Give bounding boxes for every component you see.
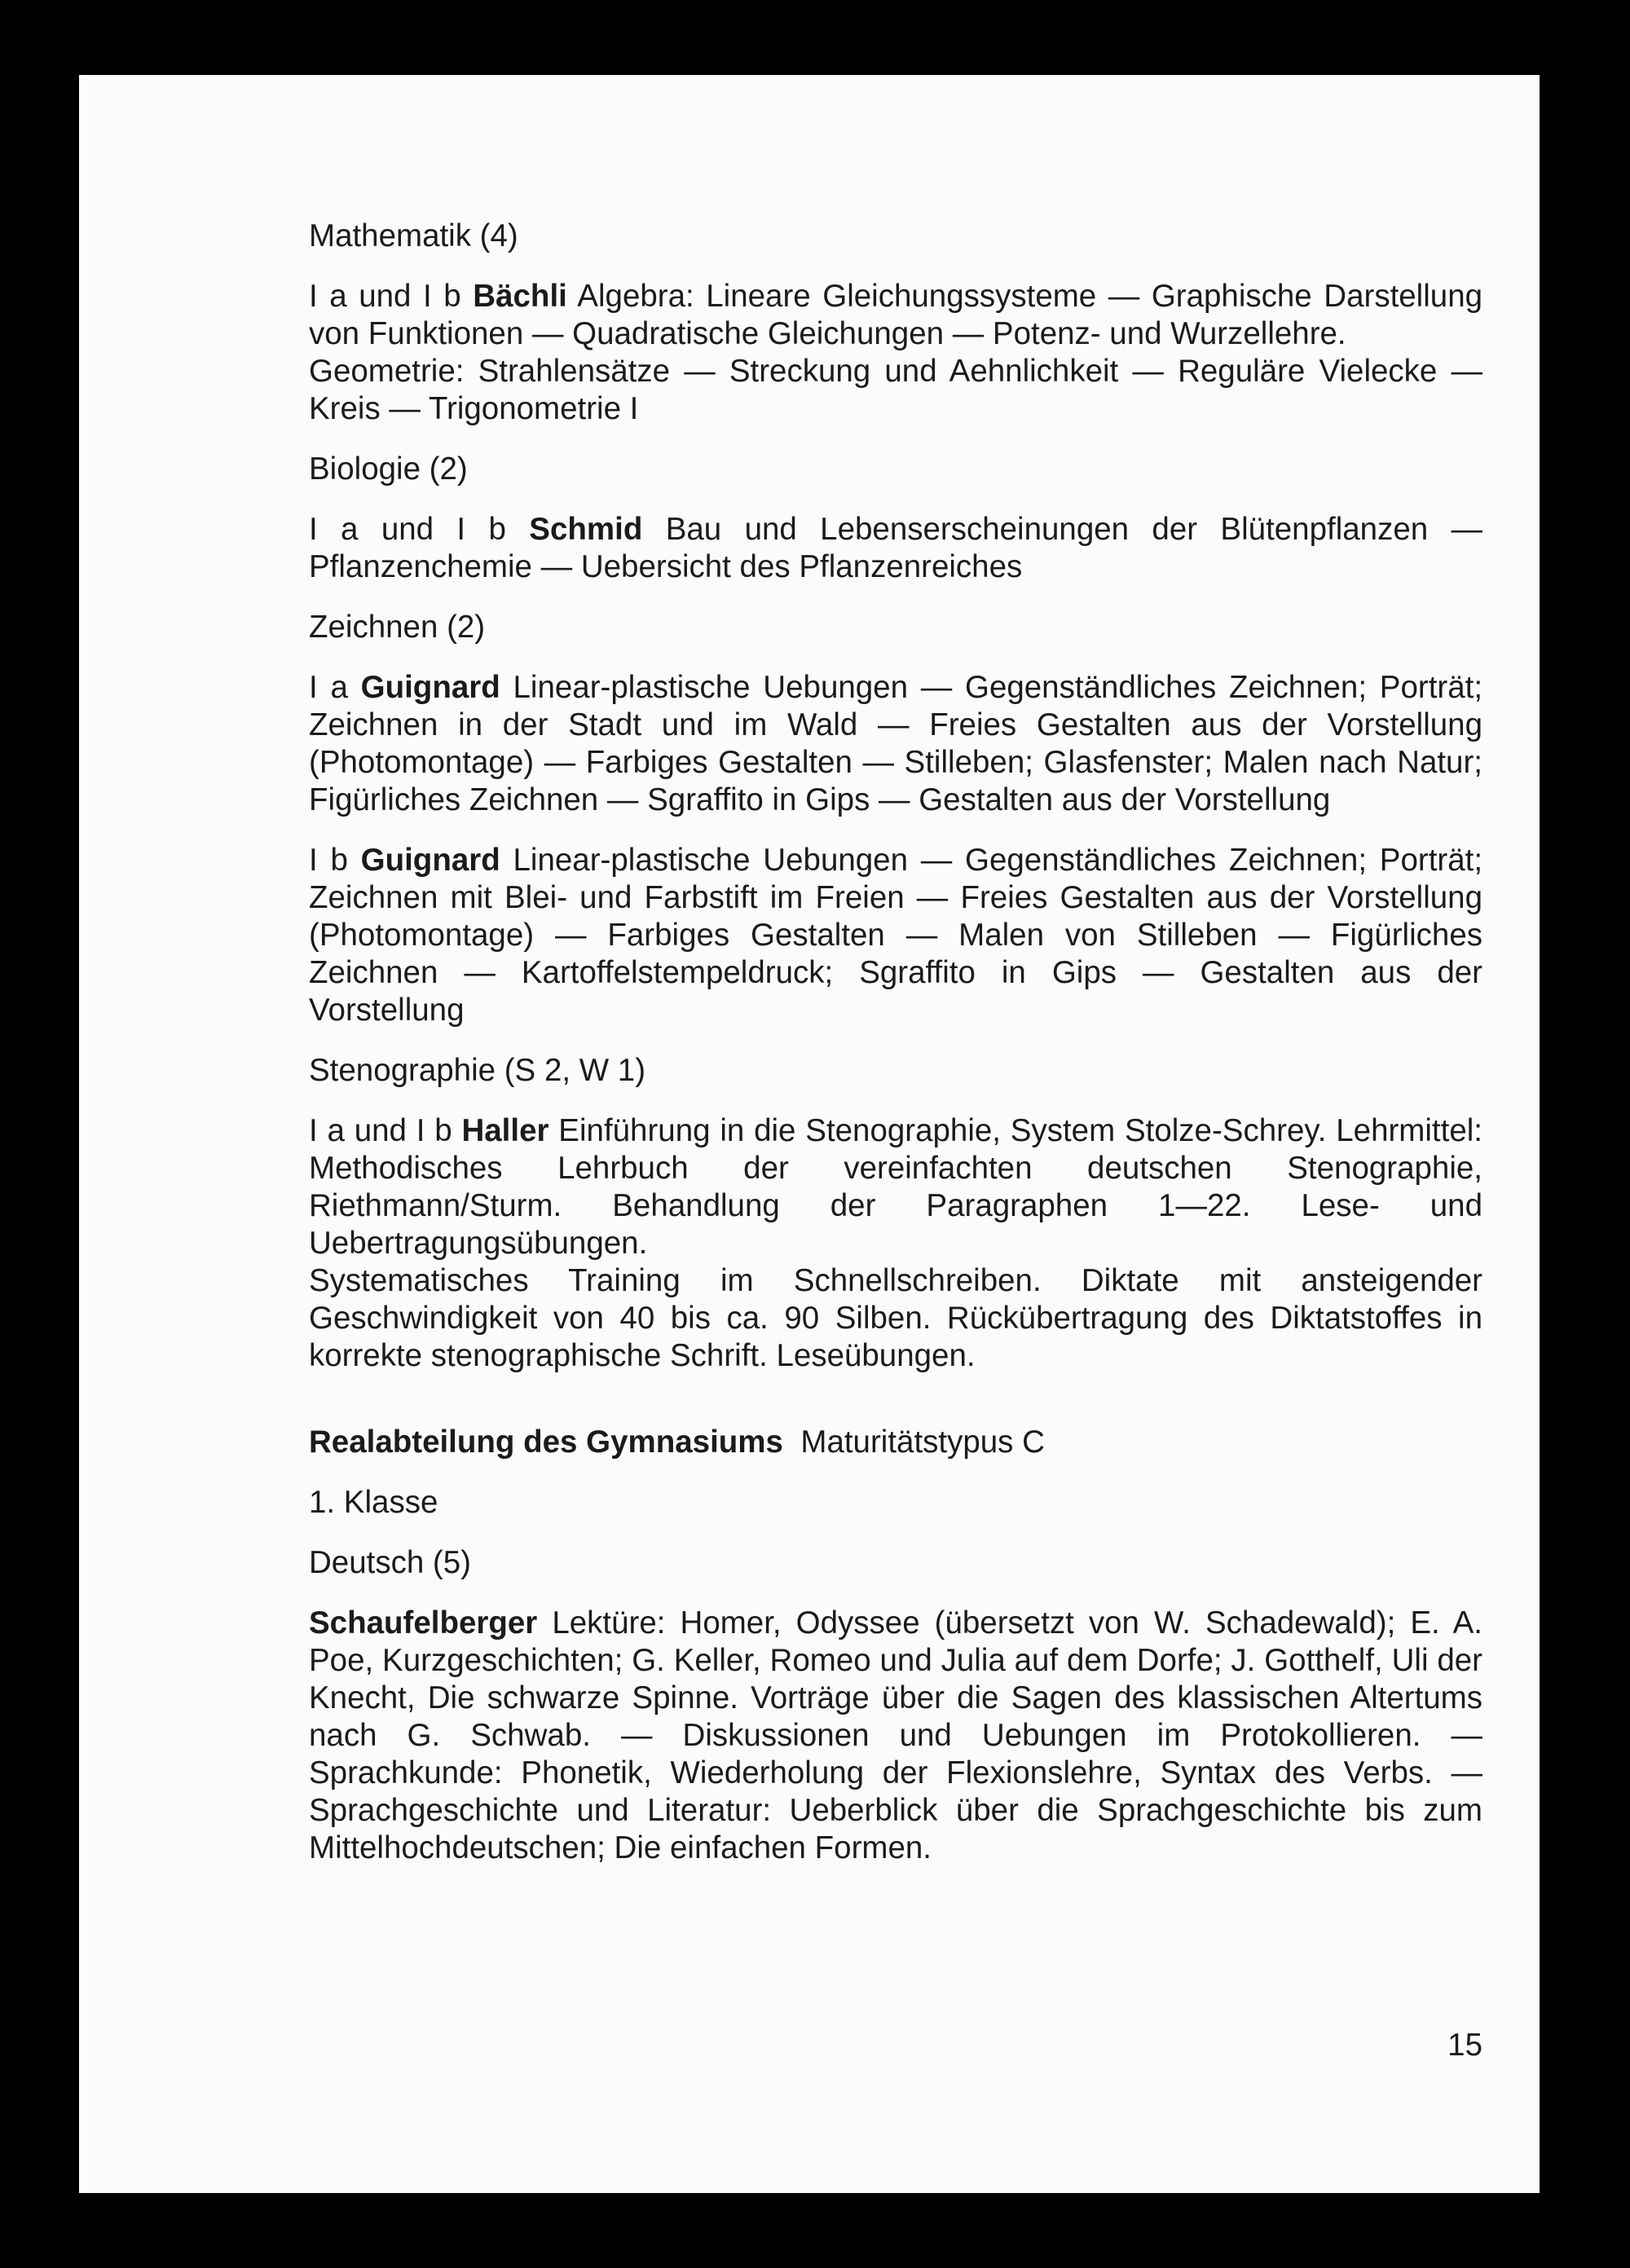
paragraph-text: Linear-plastische Uebungen — Gegenständliches Zeichnen; Porträt; Zeichnen in der Stadt und im Wald — Freies Gestalten aus der Vorstellung (Photomontage) — Farbiges Gestalten — Stilleben; Glasfenster; Malen nach Natur; Figürliches Zeichnen — Sgraffito in Gips — Gestalten aus der Vorstellung (309, 670, 1483, 817)
teacher-name: Haller (461, 1113, 549, 1148)
document-page (79, 75, 1540, 2193)
teacher-name: Guignard (360, 843, 500, 878)
page-number: 15 (1447, 2028, 1482, 2063)
teacher-name: Bächli (473, 279, 567, 314)
paragraph-biologie (309, 511, 1482, 586)
heading-stenographie: Stenographie (S 2, W 1) (309, 1053, 646, 1088)
page-content (309, 218, 1482, 1867)
heading-biologie: Biologie (2) (309, 451, 468, 487)
paragraph-stenographie-training: Systematisches Training im Schnellschreiben. Diktate mit ansteigender Geschwindigkeit von 40 bis ca. 90 Silben. Rückübertragung des Diktatstoffes in korrekte stenographische Schrift. Leseübungen. (309, 1263, 1482, 1373)
teacher-name: Guignard (360, 670, 500, 705)
class-label: I a (309, 670, 348, 705)
paragraph-text: Lektüre: Homer, Odyssee (übersetzt von W. Schadewald); E. A. Poe, Kurzgeschichten; G. Keller, Romeo und Julia auf dem Dorfe; J. Gotthelf, Uli der Knecht, Die schwarze Spinne. Vorträge über die Sagen des klassischen Altertums nach G. Schwab. — Diskussionen und Uebungen im Protokollieren. — Sprachkunde: Phonetik, Wiederholung der Flexionslehre, Syntax des Verbs. — Sprachgeschichte und Literatur: Ueberblick über die Sprachgeschichte bis zum Mittelhochdeutschen; Die einfachen Formen. (309, 1605, 1482, 1865)
heading-klasse: 1. Klasse (309, 1485, 438, 1520)
heading-realabteilung (309, 1424, 1482, 1461)
class-label: I a und I b (309, 512, 506, 547)
heading-deutsch: Deutsch (5) (309, 1545, 471, 1580)
paragraph-stenographie-intro (309, 1112, 1482, 1262)
section-title: Realabteilung des Gymnasiums (309, 1425, 783, 1460)
paragraph-mathematik-geometrie: Geometrie: Strahlensätze — Streckung und Aehnlichkeit — Reguläre Vielecke — Kreis — Trigonometrie I (309, 354, 1482, 426)
section-subtitle: Maturitätstypus C (800, 1425, 1045, 1460)
teacher-name: Schaufelberger (309, 1605, 538, 1640)
teacher-name: Schmid (529, 512, 643, 547)
heading-zeichnen: Zeichnen (2) (309, 610, 486, 645)
heading-mathematik: Mathematik (4) (309, 218, 518, 253)
paragraph-zeichnen-ib (309, 842, 1482, 1029)
paragraph-text: Algebra: Lineare Gleichungssysteme — Graphische Darstellung von Funktionen — Quadratische Gleichungen — Potenz- und Wurzellehre. (309, 279, 1483, 351)
paragraph-text: Bau und Lebenserscheinungen der Blütenpflanzen — Pflanzenchemie — Uebersicht des Pflanzenreiches (309, 512, 1483, 584)
paragraph-text: Linear-plastische Uebungen — Gegenständliches Zeichnen; Porträt; Zeichnen mit Blei- und Farbstift im Freien — Freies Gestalten aus der Vorstellung (Photomontage) — Farbiges Gestalten — Malen von Stilleben — Figürliches Zeichnen — Kartoffelstempeldruck; Sgraffito in Gips — Gestalten aus der Vorstellung (309, 843, 1483, 1028)
class-label: I b (309, 843, 348, 878)
class-label: I a und I b (309, 1113, 452, 1148)
paragraph-zeichnen-ia (309, 669, 1482, 819)
paragraph-mathematik-algebra (309, 278, 1482, 353)
class-label: I a und I b (309, 279, 461, 314)
paragraph-deutsch (309, 1605, 1482, 1867)
paragraph-text: Einführung in die Stenographie, System Stolze-Schrey. Lehrmittel: Methodisches Lehrbuch der vereinfachten deutschen Stenographie, Riethmann/Sturm. Behandlung der Paragraphen 1—22. Lese- und Uebertragungsübungen. (309, 1113, 1482, 1261)
